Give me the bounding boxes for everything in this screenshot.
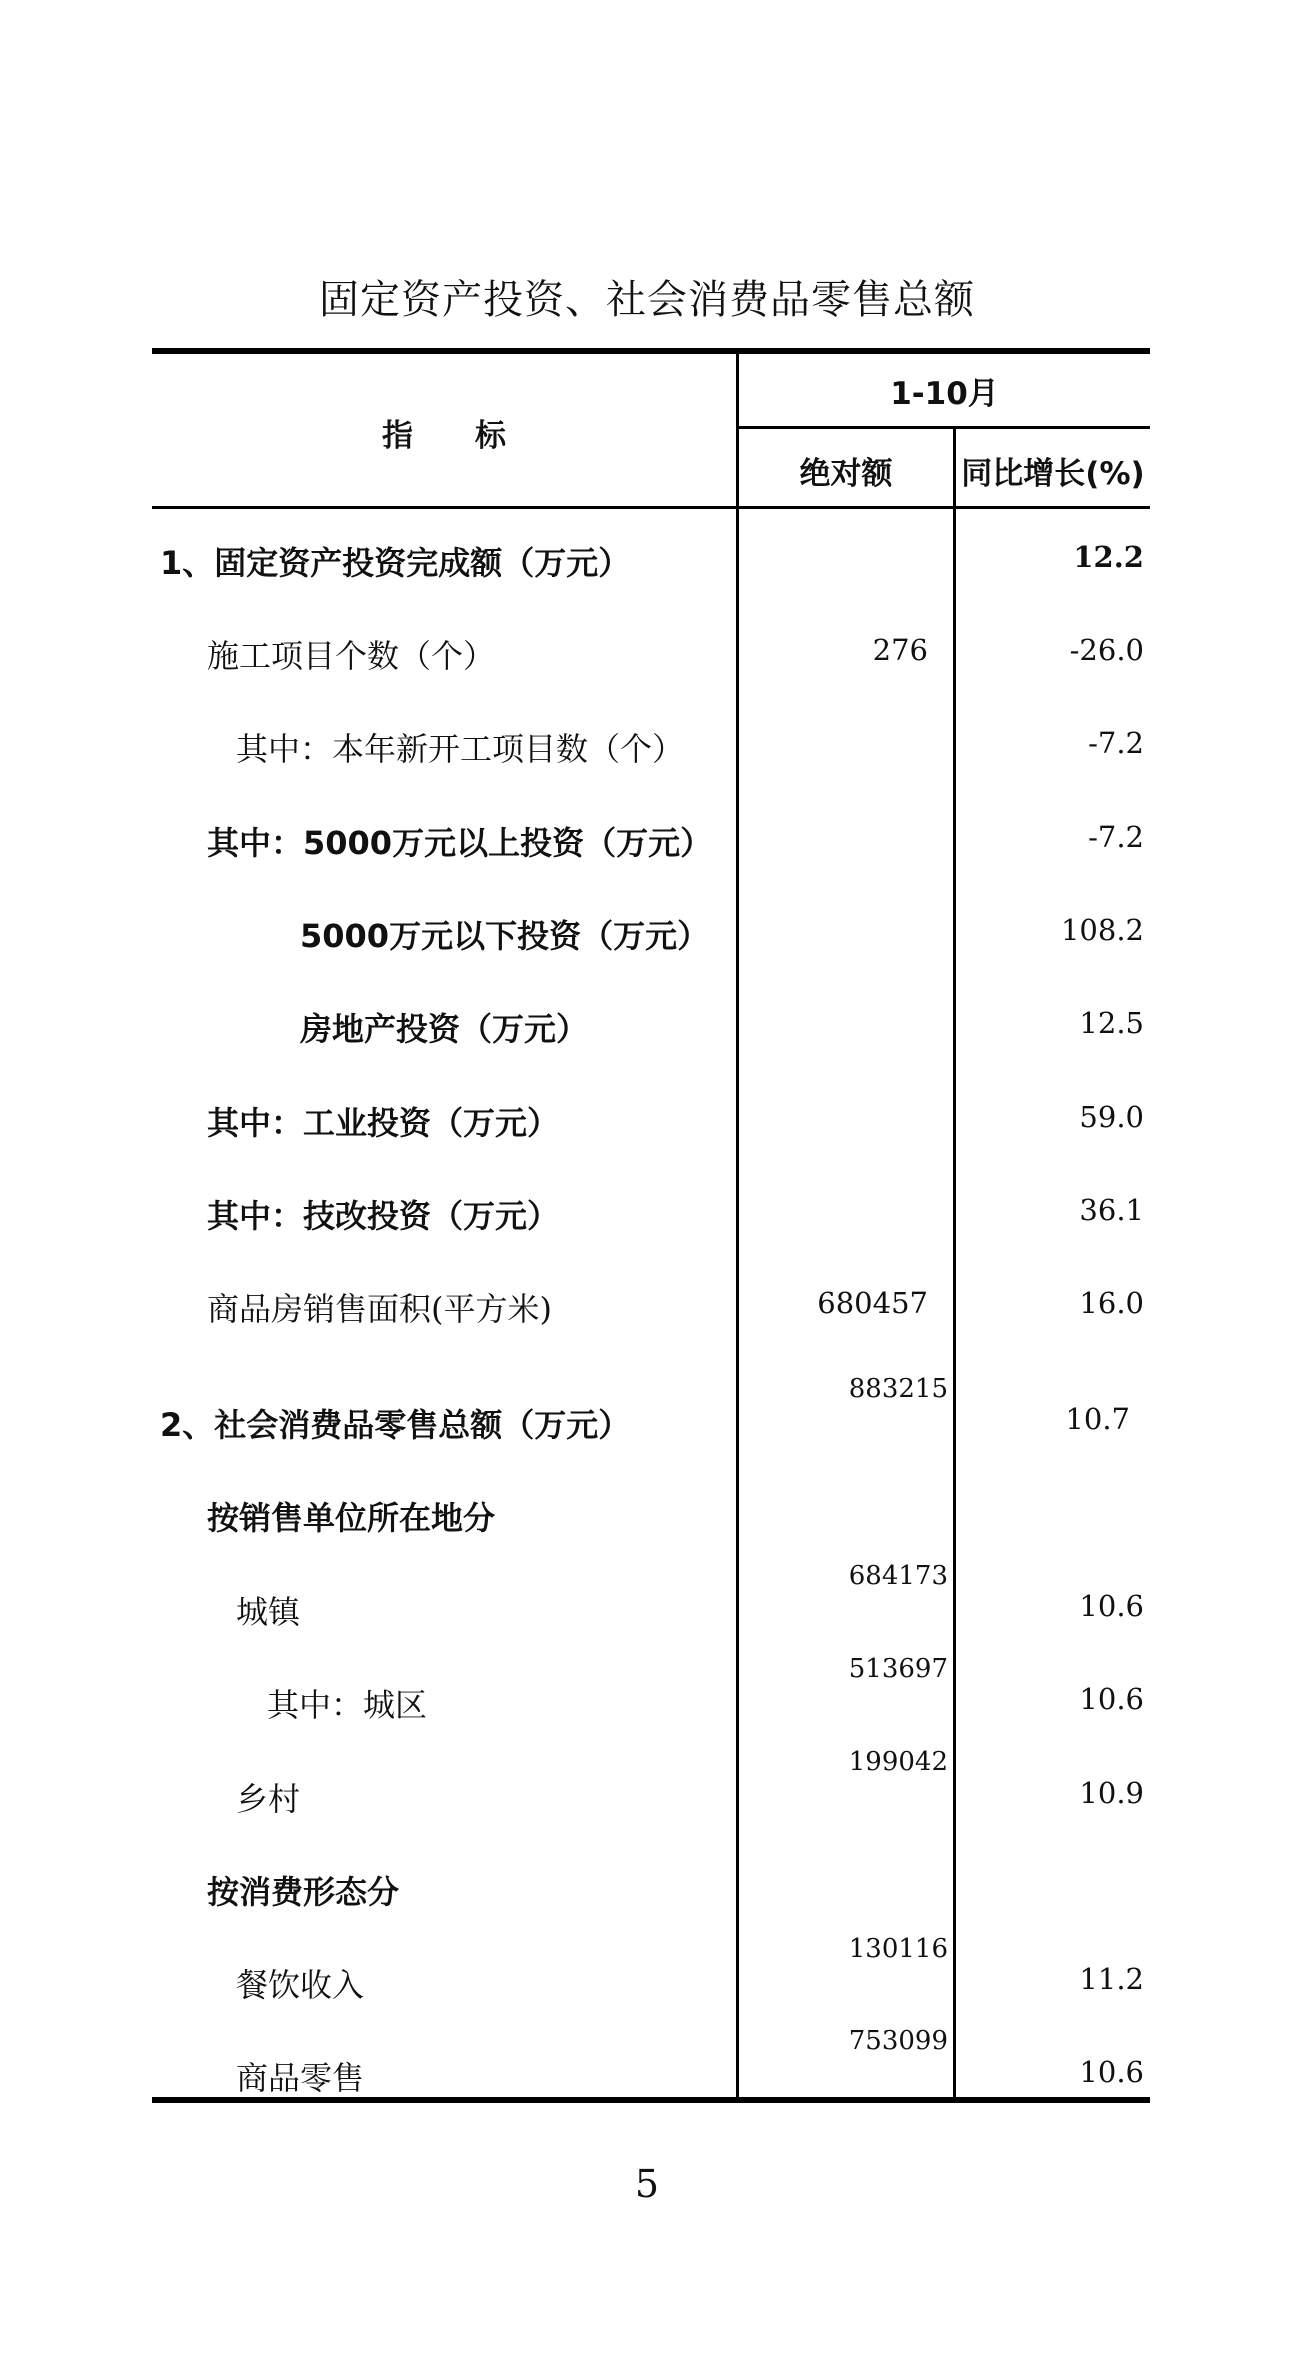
row-yoy: 16.0 [1079, 1286, 1144, 1320]
header-mid-rule [736, 426, 1150, 429]
page-number: 5 [634, 2162, 660, 2206]
row-label: 按销售单位所在地分 [207, 1499, 496, 1537]
row-absolute: 753099 [848, 2026, 948, 2056]
header-yoy: 同比增长(%) [961, 456, 1145, 492]
header-absolute: 绝对额 [799, 456, 893, 492]
row-yoy: 108.2 [1060, 913, 1144, 947]
header-period: 1-10月 [890, 376, 999, 412]
row-absolute: 276 [872, 633, 928, 667]
row-label: 其中：城区 [267, 1686, 428, 1724]
row-yoy: 10.7 [1065, 1402, 1130, 1436]
row-absolute: 130116 [848, 1934, 948, 1964]
top-rule [152, 348, 1150, 354]
row-label: 其中：技改投资（万元） [207, 1197, 560, 1235]
page-title: 固定资产投资、社会消费品零售总额 [319, 277, 975, 323]
row-label: 其中：5000万元以上投资（万元） [207, 824, 713, 862]
row-absolute: 684173 [848, 1561, 948, 1591]
header-indicator: 指 标 [382, 418, 506, 454]
row-yoy: 12.5 [1079, 1006, 1144, 1040]
row-absolute: 513697 [848, 1654, 948, 1684]
header-bottom-rule [152, 506, 1150, 509]
row-label: 其中：本年新开工项目数（个） [236, 730, 685, 768]
row-absolute: 883215 [848, 1374, 948, 1404]
row-yoy: 10.6 [1079, 1682, 1144, 1716]
statistics-table [152, 348, 1150, 2103]
row-label: 餐饮收入 [236, 1966, 365, 2004]
row-yoy: 10.6 [1079, 2055, 1144, 2089]
row-yoy: 59.0 [1079, 1100, 1144, 1134]
row-yoy: -7.2 [1088, 820, 1144, 854]
row-label: 1、固定资产投资完成额（万元） [160, 544, 631, 582]
col-divider-1 [736, 348, 739, 2100]
row-absolute: 199042 [848, 1747, 948, 1777]
row-yoy: 10.6 [1079, 1589, 1144, 1623]
row-yoy: 36.1 [1079, 1193, 1144, 1227]
row-absolute: 680457 [817, 1286, 928, 1320]
row-yoy: 12.2 [1073, 540, 1144, 574]
row-label: 施工项目个数（个） [207, 637, 496, 675]
col-divider-2 [953, 426, 956, 2100]
row-label: 城镇 [236, 1593, 301, 1631]
row-label: 房地产投资（万元） [300, 1010, 589, 1048]
row-label: 商品零售 [236, 2059, 365, 2097]
row-yoy: -7.2 [1088, 726, 1144, 760]
row-yoy: 10.9 [1079, 1776, 1144, 1810]
row-label: 商品房销售面积(平方米) [207, 1290, 552, 1328]
row-label: 乡村 [236, 1780, 301, 1818]
row-yoy: 11.2 [1079, 1962, 1144, 1996]
row-label: 按消费形态分 [207, 1873, 400, 1911]
row-yoy: -26.0 [1069, 633, 1144, 667]
row-label: 其中：工业投资（万元） [207, 1104, 560, 1142]
row-label: 2、社会消费品零售总额（万元） [160, 1406, 631, 1444]
row-label: 5000万元以下投资（万元） [300, 917, 710, 955]
